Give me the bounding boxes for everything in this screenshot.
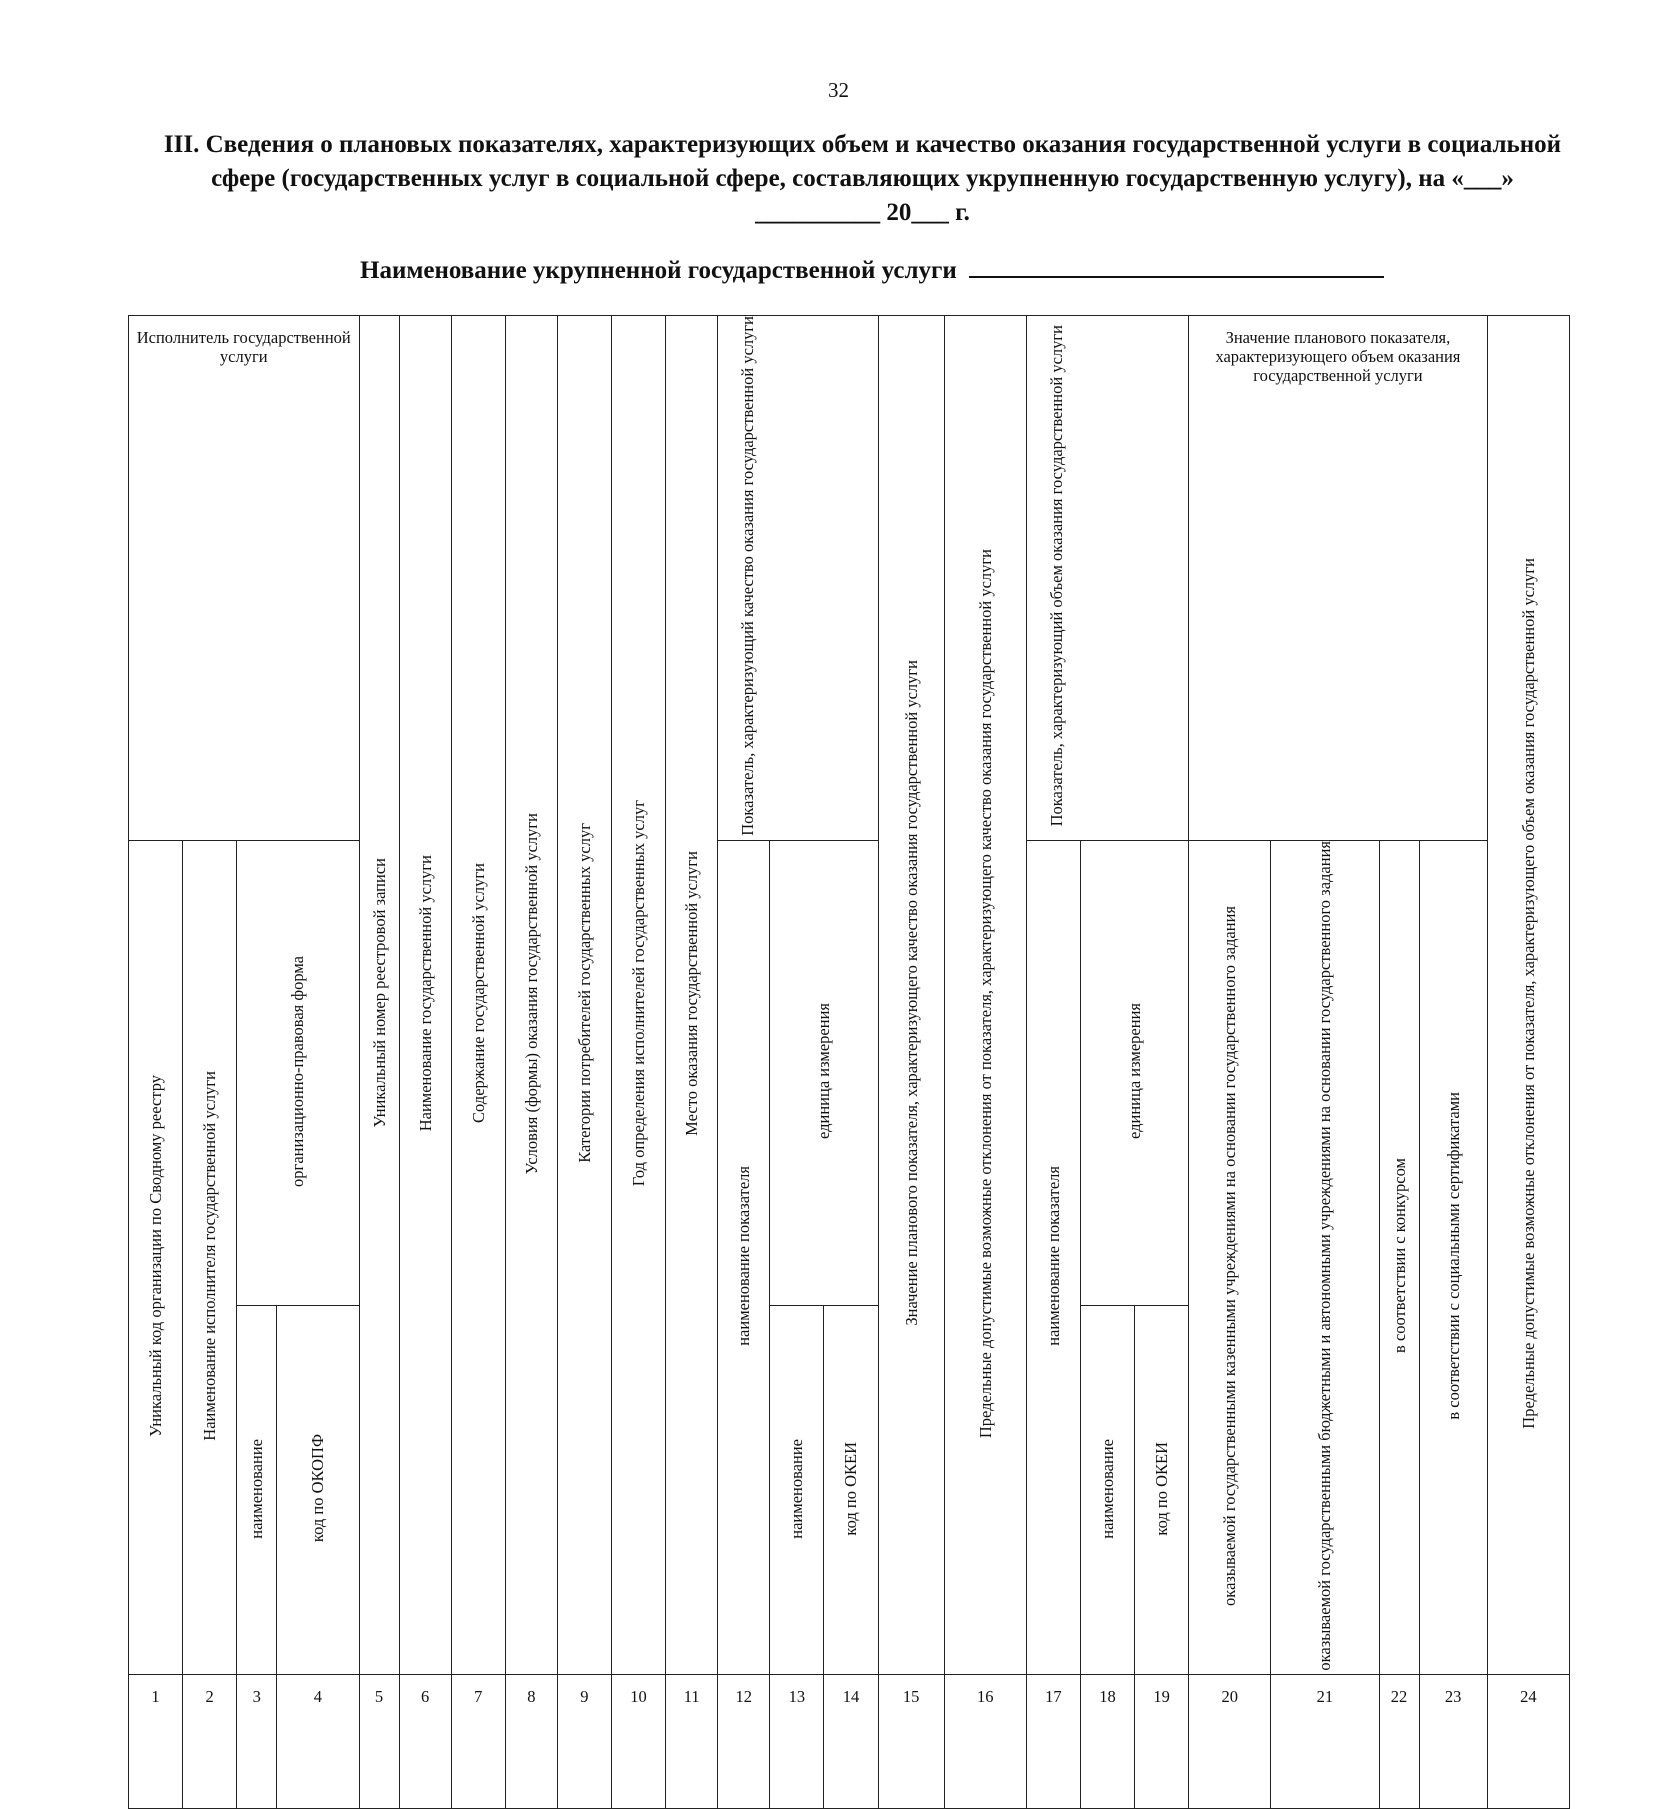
- header-executor-group: [129, 316, 360, 841]
- header-by-state-institutions: [1189, 840, 1271, 1675]
- header-registry-number: [359, 316, 399, 1675]
- column-number-12: 12: [718, 1675, 770, 1809]
- subtitle: [360, 252, 1384, 285]
- header-service-place-label: Место оказания государственной услуги: [682, 850, 702, 1136]
- column-number-7: 7: [451, 1675, 505, 1809]
- column-number-14: 14: [824, 1675, 878, 1809]
- header-by-budget-institutions: [1271, 840, 1379, 1675]
- header-volume-indicator-group-label: Показатель, характеризующий объем оказания государственной услуги: [1047, 325, 1067, 827]
- header-by-state-institutions-label: оказываемой государственными казенными учреждениями на основании государственного задания: [1220, 905, 1240, 1606]
- header-quality-deviation-label: Предельные допустимые возможные отклонения от показателя, характеризующего качество оказания государственной услуги: [975, 548, 995, 1438]
- header-volume-unit: [1080, 840, 1188, 1306]
- column-number-24: 24: [1487, 1675, 1569, 1809]
- header-consumer-categories: [557, 316, 611, 1675]
- header-quality-unit: [770, 840, 878, 1306]
- page-number: 32: [828, 78, 849, 102]
- column-number-4: 4: [277, 1675, 359, 1809]
- header-executor-name: [183, 840, 237, 1675]
- header-volume-plan-group-label: Значение планового показателя, характеризующего объем оказания государственной услуги: [1215, 328, 1461, 385]
- header-volume-indicator-name: [1026, 840, 1080, 1675]
- section-title: III. Сведения о плановых показателях, характеризующих объем и качество оказания государственной услуги в социальной сфере (государственных услуг в социальной сфере, составляющих укрупненную государственную услугу), на «___» __________ 20___ г.: [163, 131, 1562, 226]
- header-volume-indicator-name-label: наименование показателя: [1043, 1165, 1063, 1346]
- column-number-22: 22: [1379, 1675, 1419, 1809]
- column-number-1: 1: [129, 1675, 183, 1809]
- header-registry-number-label: Уникальный номер реестровой записи: [369, 858, 389, 1128]
- column-number-18: 18: [1080, 1675, 1134, 1809]
- header-volume-okei-label: код по ОКЕИ: [1152, 1441, 1172, 1536]
- header-selection-year-label: Год определения исполнителей государственных услуг: [629, 800, 649, 1187]
- column-number-8: 8: [505, 1675, 557, 1809]
- header-service-name-label: Наименование государственной услуги: [415, 855, 435, 1132]
- header-by-contest: [1379, 840, 1419, 1675]
- planned-indicators-table: [128, 315, 1570, 1809]
- header-quality-deviation: [944, 316, 1026, 1675]
- header-org-form-name-label: наименование: [247, 1438, 267, 1539]
- header-quality-indicator-name-label: наименование показателя: [734, 1165, 754, 1346]
- header-consumer-categories-label: Категории потребителей государственных услуг: [574, 823, 594, 1164]
- column-number-6: 6: [399, 1675, 451, 1809]
- header-unique-code-label: Уникальный код организации по Сводному реестру: [146, 1074, 166, 1437]
- header-by-certificates-label: в соответствии с социальными сертификатами: [1443, 1091, 1463, 1420]
- header-volume-unit-name-label: наименование: [1097, 1438, 1117, 1539]
- header-quality-plan-value-label: Значение планового показателя, характеризующего качество оказания государственной услуги: [901, 660, 921, 1326]
- header-okopf-code: [277, 1306, 359, 1675]
- header-quality-unit-name-label: наименование: [787, 1438, 807, 1539]
- header-service-name: [399, 316, 451, 1675]
- header-service-conditions-label: Условия (формы) оказания государственной услуги: [521, 812, 541, 1174]
- subtitle-blank-line: [969, 252, 1384, 278]
- column-number-3: 3: [237, 1675, 277, 1809]
- column-number-20: 20: [1189, 1675, 1271, 1809]
- header-volume-unit-label: единица измерения: [1125, 1003, 1145, 1140]
- header-volume-deviation: [1487, 316, 1569, 1675]
- header-volume-okei: [1135, 1306, 1189, 1675]
- header-quality-unit-label: единица измерения: [814, 1003, 834, 1140]
- column-number-9: 9: [557, 1675, 611, 1809]
- column-numbers-row: [129, 1675, 1570, 1809]
- header-service-content: [451, 316, 505, 1675]
- header-org-form-label: организационно-правовая форма: [288, 955, 308, 1187]
- column-number-15: 15: [878, 1675, 944, 1809]
- column-number-11: 11: [666, 1675, 718, 1809]
- header-org-form-name: [237, 1306, 277, 1675]
- header-executor-name-label: Наименование исполнителя государственной услуги: [200, 1070, 220, 1441]
- header-quality-indicator-group-label: Показатель, характеризующий качество оказания государственной услуги: [737, 316, 757, 836]
- header-quality-indicator-name: [718, 840, 770, 1675]
- column-number-23: 23: [1419, 1675, 1487, 1809]
- header-service-content-label: Содержание государственной услуги: [468, 863, 488, 1124]
- header-quality-unit-name: [770, 1306, 824, 1675]
- header-selection-year: [611, 316, 665, 1675]
- header-volume-indicator-group: [1026, 316, 1188, 841]
- header-service-place: [666, 316, 718, 1675]
- header-okopf-code-label: код по ОКОПФ: [308, 1434, 328, 1543]
- header-volume-plan-group: [1189, 316, 1488, 841]
- header-unique-code: [129, 840, 183, 1675]
- column-number-17: 17: [1026, 1675, 1080, 1809]
- header-by-budget-institutions-label: оказываемой государственными бюджетными и автономными учреждениями на основании государственного задания: [1315, 840, 1335, 1671]
- subtitle-text: Наименование укрупненной государственной услуги: [360, 257, 957, 284]
- header-quality-okei-label: код по ОКЕИ: [841, 1441, 861, 1536]
- column-number-19: 19: [1135, 1675, 1189, 1809]
- column-number-5: 5: [359, 1675, 399, 1809]
- column-number-13: 13: [770, 1675, 824, 1809]
- header-by-contest-label: в соответствии с конкурсом: [1389, 1158, 1409, 1354]
- header-volume-deviation-label: Предельные допустимые возможные отклонения от показателя, характеризующего объем оказания государственной услуги: [1518, 557, 1538, 1429]
- column-number-10: 10: [611, 1675, 665, 1809]
- header-executor-group-label: Исполнитель государственной услуги: [136, 328, 351, 366]
- header-service-conditions: [505, 316, 557, 1675]
- column-number-21: 21: [1271, 1675, 1379, 1809]
- header-quality-okei: [824, 1306, 878, 1675]
- column-number-16: 16: [944, 1675, 1026, 1809]
- header-org-form: [237, 840, 359, 1306]
- header-by-certificates: [1419, 840, 1487, 1675]
- header-quality-indicator-group: [718, 316, 878, 841]
- header-volume-unit-name: [1080, 1306, 1134, 1675]
- column-number-2: 2: [183, 1675, 237, 1809]
- header-quality-plan-value: [878, 316, 944, 1675]
